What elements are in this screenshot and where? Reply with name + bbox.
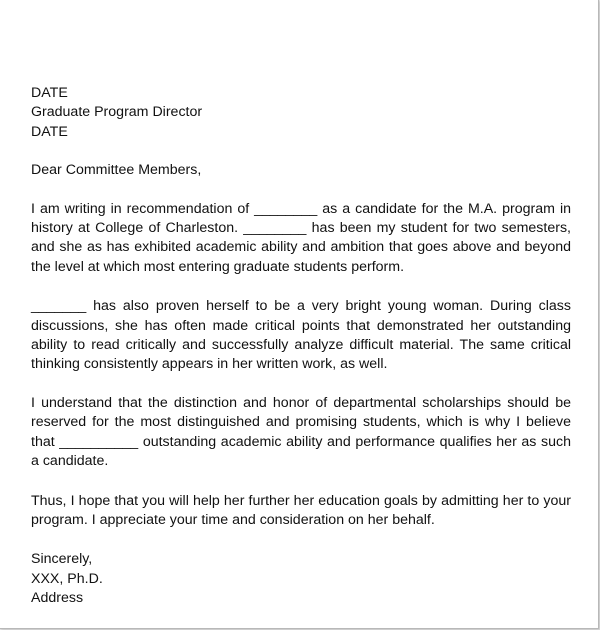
- greeting: Dear Committee Members,: [31, 162, 202, 179]
- date-top: DATE: [31, 85, 68, 101]
- signer-address: Address: [31, 590, 84, 607]
- letter-body: [31, 84, 571, 609]
- recipient-title: Graduate Program Director: [31, 104, 203, 121]
- paragraph-closing-request: Thus, I hope that you will help her further her education goals by admitting her to your program. I appreciate your time and consideration on her behalf.: [31, 492, 571, 528]
- paragraph-scholarship: I understand that the distinction and honor of departmental scholarships should be reserved for the most distinguished and promising students, which is why I believe that __________ outstanding academic ability and performance qualifies her as such a candidate.: [31, 394, 571, 470]
- date-bottom: DATE: [31, 123, 68, 140]
- signer-name: XXX, Ph.D.: [31, 570, 103, 587]
- valediction: Sincerely,: [31, 551, 93, 568]
- paragraph-academic-ability: _______ has also proven herself to be a very bright young woman. During class discussions, she has often made critical points that demonstrated her outstanding ability to read critically and successfully analyze difficult material. The same critical thinking consistently appears in her written work, as well.: [31, 298, 571, 373]
- paragraph-recommendation: I am writing in recommendation of ________ as a candidate for the M.A. program in history at College of Charleston. ________ has been my student for two semesters, and she as has exhibited academic ability and ambition that goes above and beyond the level at which most entering graduate students perform.: [31, 200, 571, 275]
